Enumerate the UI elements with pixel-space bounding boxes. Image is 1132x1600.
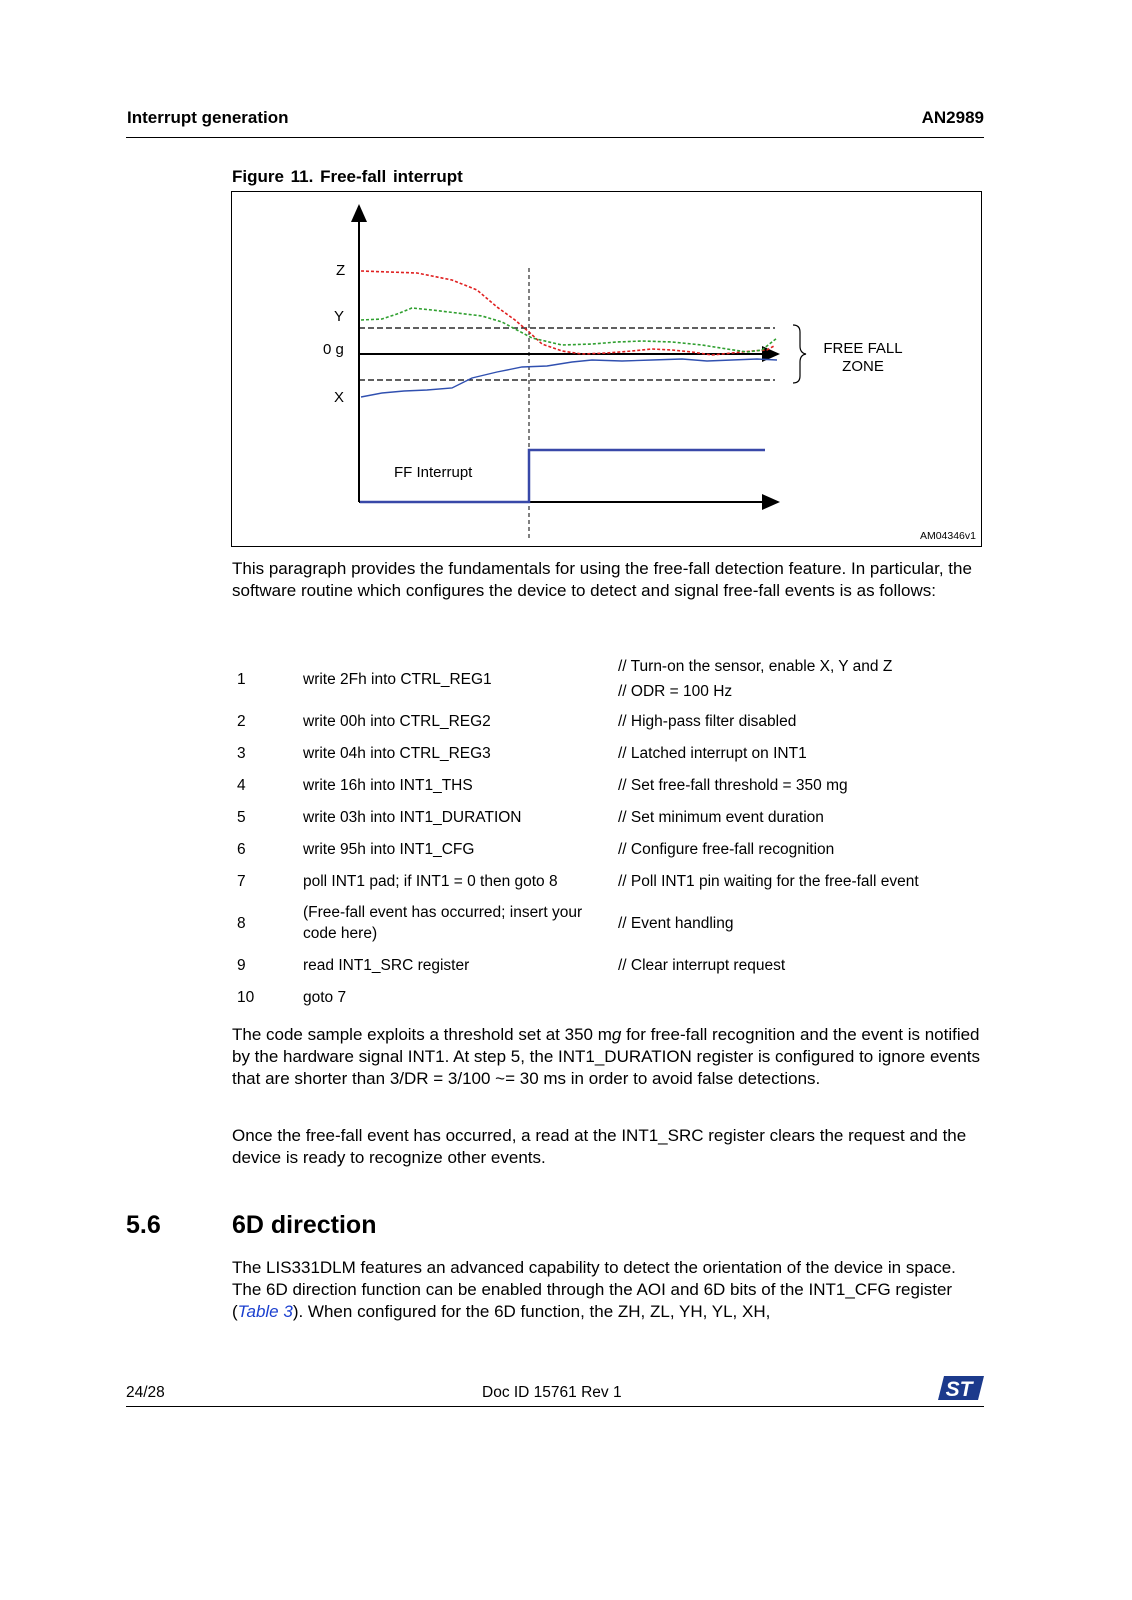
threshold-paragraph (232, 1024, 984, 1090)
footer-rule (126, 1406, 984, 1407)
table-row (232, 705, 984, 737)
step-command: write 00h into CTRL_REG2 (303, 712, 491, 730)
paragraph-text: The code sample exploits a threshold set at 350 m (232, 1025, 612, 1044)
intro-paragraph: This paragraph provides the fundamentals for using the free-fall detection feature. In particular, the software routine which configures the device to detect and signal free-fall events is as follows: (232, 559, 972, 600)
step-comment: // Set free-fall threshold = 350 mg (618, 776, 848, 794)
table-row (232, 769, 984, 801)
step-comment: // Clear interrupt request (618, 956, 786, 974)
step-command: poll INT1 pad; if INT1 = 0 then goto 8 (303, 872, 558, 890)
table-row (232, 949, 984, 981)
section-number: 5.6 (126, 1211, 161, 1239)
clear-request-paragraph: Once the free-fall event has occurred, a read at the INT1_SRC register clears the request and the device is ready to recognize other events. (232, 1126, 967, 1167)
step-comment: // High-pass filter disabled (618, 712, 797, 730)
st-logo (938, 1374, 984, 1402)
table-row (232, 801, 984, 833)
step-command: read INT1_SRC register (303, 956, 470, 974)
configuration-steps-table (232, 653, 984, 1013)
page-number: 24/28 (126, 1384, 165, 1401)
step-comment-line: // ODR = 100 Hz (618, 683, 733, 700)
step-number: 6 (237, 840, 246, 858)
header-rule (126, 137, 984, 138)
table-3-link[interactable]: Table 3 (237, 1302, 293, 1321)
paragraph-text: ). When configured for the 6D function, the ZH, ZL, YH, YL, XH, (292, 1302, 771, 1321)
step-number: 5 (237, 808, 246, 826)
st-logo-icon (938, 1374, 984, 1402)
step-number: 10 (237, 988, 255, 1006)
figure-frame (231, 191, 982, 547)
table-row (232, 897, 984, 949)
x-label: X (334, 389, 345, 406)
table-row (232, 981, 984, 1013)
document-id: AN2989 (921, 108, 984, 127)
footer-doc-id: Doc ID 15761 Rev 1 (482, 1384, 622, 1401)
free-fall-zone-brace (793, 325, 806, 383)
step-command: goto 7 (303, 988, 347, 1006)
table-row (232, 653, 984, 705)
step-number: 3 (237, 744, 246, 762)
z-label: Z (336, 262, 346, 279)
free-fall-zone-label-2: ZONE (842, 358, 884, 375)
step-comment: // Configure free-fall recognition (618, 840, 835, 858)
unit-g-italic: g (611, 1025, 622, 1044)
step-comment-line: // Turn-on the sensor, enable X, Y and Z (618, 658, 893, 675)
ff-interrupt-label: FF Interrupt (394, 464, 473, 481)
step-comment (618, 981, 984, 1013)
section-title: 6D direction (232, 1211, 377, 1239)
step-comment (618, 653, 984, 705)
y-label: Y (334, 308, 345, 325)
step-number: 2 (237, 712, 246, 730)
table-row (232, 833, 984, 865)
zero-g-label: 0 g (323, 341, 344, 358)
step-command: write 95h into INT1_CFG (303, 840, 475, 858)
step-command: write 03h into INT1_DURATION (303, 808, 522, 826)
free-fall-zone-label-1: FREE FALL (823, 340, 903, 357)
step-comment: // Latched interrupt on INT1 (618, 744, 807, 762)
6d-direction-paragraph (232, 1257, 984, 1323)
step-comment: // Poll INT1 pin waiting for the free-fall event (618, 872, 919, 890)
table-row (232, 865, 984, 897)
step-comment: // Event handling (618, 914, 734, 932)
step-number: 4 (237, 776, 246, 794)
step-number: 9 (237, 956, 246, 974)
x-axis-trace (361, 359, 777, 397)
running-header-title: Interrupt generation (127, 108, 289, 127)
y-axis-trace (361, 308, 777, 352)
step-command: (Free-fall event has occurred; insert your code here) (303, 904, 583, 942)
z-axis-trace (361, 271, 774, 355)
step-command: write 2Fh into CTRL_REG1 (303, 670, 492, 688)
step-comment: // Set minimum event duration (618, 808, 824, 826)
step-number: 7 (237, 872, 246, 890)
table-row (232, 737, 984, 769)
step-command: write 16h into INT1_THS (303, 776, 473, 794)
free-fall-diagram (232, 192, 983, 548)
paragraph-text: The LIS331DLM features an advanced capability to detect the orientation of the device in space. The 6D direction function can be enabled through the AOI and 6D bits of the INT1_CFG register ( (232, 1258, 956, 1321)
step-command: write 04h into CTRL_REG3 (303, 744, 491, 762)
paragraph-text: for free-fall recognition and the event is notified by the hardware signal INT1. At step 5, the INT1_DURATION register is configured to ignore events that are shorter than 3/DR = 3/100 ~= 30 ms in order to avoid false detections. (232, 1025, 981, 1088)
step-number: 1 (237, 670, 246, 688)
figure-title: Figure 11. Free-fall interrupt (232, 167, 463, 186)
st-logo-text: ST (945, 1378, 973, 1401)
step-number: 8 (237, 914, 246, 932)
figure-reference-code: AM04346v1 (919, 530, 976, 542)
